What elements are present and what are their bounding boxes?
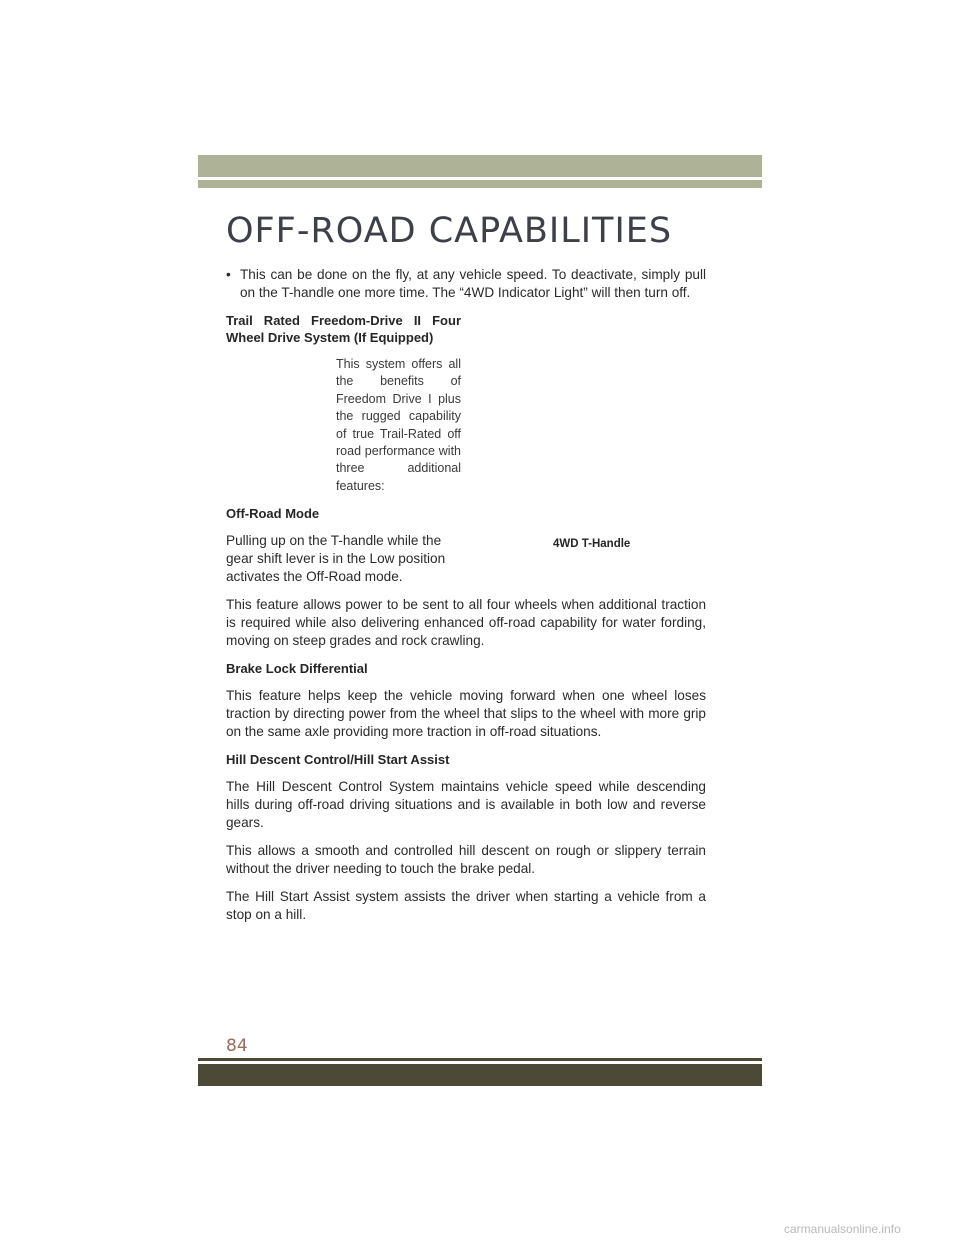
hill-control-paragraph-2: This allows a smooth and controlled hill descent on rough or slippery terrain without the driver needing to touch the brake pedal. [226,843,706,877]
page-number: 84 [226,1036,248,1056]
off-road-paragraph-2: This feature allows power to be sent to all four wheels when additional traction is required while also delivering enhanced off-road capability for water fording, moving on steep grades and rock crawling. [226,597,706,649]
bullet-text: This can be done on the fly, at any vehicle speed. To deactivate, simply pull on the T-handle one more time. The “4WD Indicator Light” will then turn off. [240,267,706,300]
header-band [198,155,762,177]
footer-band [198,1064,762,1086]
section-title: OFF-ROAD CAPABILITIES [226,211,673,252]
brake-lock-heading: Brake Lock Differential [226,661,368,677]
hill-control-paragraph-1: The Hill Descent Control System maintains vehicle speed while descending hills during off-road driving situations and is available in both low and reverse gears. [226,779,706,831]
hill-control-paragraph-3: The Hill Start Assist system assists the driver when starting a vehicle from a stop on a hill. [226,889,706,923]
header-rule [198,180,762,188]
hill-control-heading: Hill Descent Control/Hill Start Assist [226,752,450,768]
figure-caption: 4WD T-Handle [553,538,631,550]
trail-rated-heading: Trail Rated Freedom-Drive II Four Wheel Drive System (If Equipped) [226,313,461,345]
watermark-text: carmanualsonline.info [784,1222,901,1236]
page-body [226,266,706,934]
off-road-heading: Off-Road Mode [226,506,320,522]
bullet-dot-icon: • [226,267,231,282]
trail-rated-callout: This system offers all the benefits of Freedom Drive I plus the rugged capability of true Trail-Rated off road performance with three additional features: [336,357,461,493]
bullet-item [226,266,706,302]
brake-lock-paragraph: This feature helps keep the vehicle moving forward when one wheel loses traction by directing power from the wheel that slips to the wheel with more grip on the same axle providing more traction in off-road situations. [226,688,706,740]
off-road-paragraph-1: Pulling up on the T-handle while the gear shift lever is in the Low position activates the Off-Road mode. [226,533,446,585]
footer-rule [198,1058,762,1061]
